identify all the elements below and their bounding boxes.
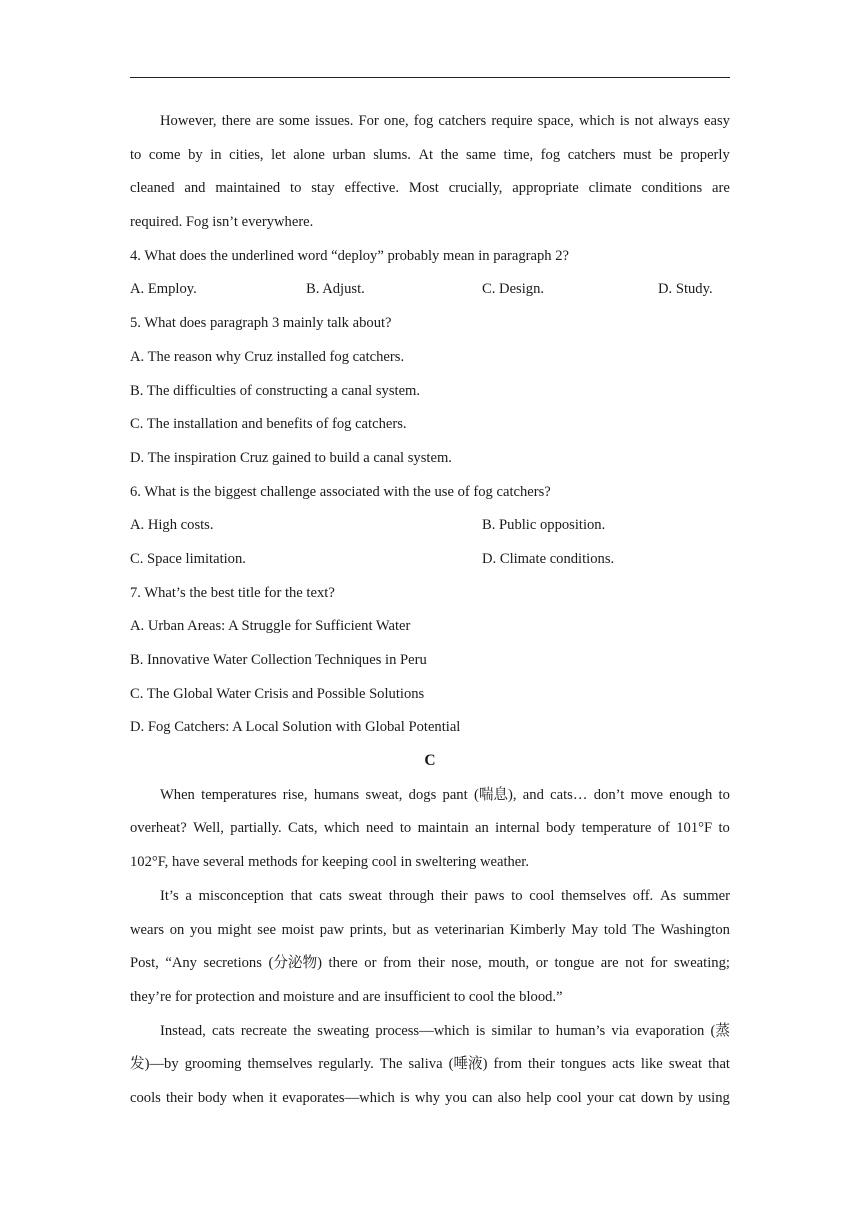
word: similar: [491, 1022, 533, 1039]
word: is: [619, 113, 630, 129]
word: sweating;: [673, 955, 730, 972]
word: require: [491, 113, 533, 129]
option-b: B. Adjust.: [306, 281, 365, 298]
word: sweat: [668, 1056, 703, 1073]
word: sweat,: [365, 786, 403, 803]
word: moist: [281, 921, 315, 938]
word: off.: [632, 887, 654, 904]
word: urban: [332, 146, 366, 163]
word: not: [625, 955, 644, 972]
word: are: [255, 113, 274, 129]
word: that: [290, 887, 313, 904]
word: there: [328, 955, 358, 972]
word: (唾液): [448, 1056, 488, 1073]
word: you: [445, 1089, 468, 1106]
word: as: [416, 921, 429, 938]
word: on: [169, 921, 185, 938]
option-row: [130, 513, 730, 547]
word: is: [475, 1022, 486, 1039]
text-line: [130, 951, 730, 985]
question-stem: 4. What does the underlined word “deploy” probably mean in paragraph 2?: [130, 247, 570, 264]
word: 发)—by: [130, 1056, 179, 1073]
text-line: [130, 1086, 730, 1120]
word: also: [497, 1089, 522, 1106]
word: in: [210, 146, 222, 163]
word: humans: [313, 786, 360, 803]
option-d: D. Fog Catchers: A Local Solution with Global Potential: [130, 719, 461, 736]
word: when: [232, 1089, 264, 1106]
text-line: [130, 918, 730, 952]
word: or: [364, 955, 377, 972]
word: grooming: [184, 1056, 242, 1073]
word: mouth,: [488, 955, 530, 972]
word: maintained: [215, 180, 281, 197]
word: catchers: [567, 146, 616, 163]
word: using: [698, 1089, 730, 1106]
question-stem: 6. What is the biggest challenge associated with the use of fog catchers?: [130, 483, 551, 500]
option-b: B. Innovative Water Collection Techniques in Peru: [130, 652, 427, 668]
word: (蒸: [710, 1022, 730, 1039]
option-c: C. The Global Water Crisis and Possible Solutions: [130, 685, 425, 702]
word: effective.: [344, 180, 399, 197]
word: stay: [311, 180, 335, 197]
option-a: A. High costs.: [130, 517, 214, 534]
word: partially.: [230, 820, 282, 837]
word: Washington: [660, 921, 730, 938]
word: to: [718, 820, 730, 837]
word: let: [271, 146, 286, 163]
text-line: [130, 1019, 730, 1053]
paragraph-fog-issues: [130, 109, 730, 244]
section-heading: C: [424, 752, 436, 770]
word: need: [365, 820, 394, 837]
word: (喘息),: [473, 786, 517, 803]
text-line: required. Fog isn’t everywhere.: [130, 214, 314, 231]
option-a: A. Urban Areas: A Struggle for Sufficient Water: [130, 618, 411, 635]
word: cleaned: [130, 180, 175, 197]
word: 101°F: [676, 820, 713, 837]
option-a: A. The reason why Cruz installed fog catchers.: [130, 348, 405, 365]
word: always: [658, 113, 699, 129]
word: climate: [588, 180, 632, 197]
word: acts: [612, 1056, 635, 1073]
word: from: [493, 1056, 522, 1073]
word: sweating: [317, 1022, 370, 1039]
word: prints,: [349, 921, 387, 938]
word: space,: [537, 113, 574, 129]
word: body: [546, 820, 576, 837]
word: for: [650, 955, 668, 972]
word: paw: [319, 921, 345, 938]
word: are: [712, 180, 730, 197]
word: why: [414, 1089, 440, 1106]
option-row: [130, 547, 730, 581]
word: saliva: [408, 1056, 443, 1073]
question-stem: 5. What does paragraph 3 mainly talk about?: [130, 315, 392, 332]
word: can: [472, 1089, 493, 1106]
word: must: [623, 146, 652, 163]
word: rise,: [282, 786, 308, 803]
word: which: [578, 113, 615, 129]
text-line: [130, 176, 730, 210]
word: The: [632, 921, 655, 938]
word: evaporation: [635, 1022, 705, 1039]
paragraph-cats-grooming: [130, 1019, 730, 1120]
word: themselves: [247, 1056, 313, 1073]
word: cools: [130, 1089, 161, 1106]
word: tongue: [554, 955, 595, 972]
word: there: [221, 113, 251, 129]
word: nose,: [451, 955, 482, 972]
word: by: [678, 1089, 694, 1106]
question-4: [130, 244, 730, 311]
word: like: [640, 1056, 663, 1073]
word: a: [185, 887, 192, 904]
word: internal: [495, 820, 540, 837]
word: to: [718, 786, 730, 803]
word: cool: [556, 1089, 582, 1106]
text-line: [130, 816, 730, 850]
word: the: [293, 1022, 312, 1039]
option-a: A. Employ.: [130, 281, 197, 298]
word: enough: [669, 786, 713, 803]
word: crucially,: [448, 180, 503, 197]
word: is: [399, 1089, 410, 1106]
text-line: 102°F, have several methods for keeping cool in sweltering weather.: [130, 854, 529, 871]
text-line: [130, 884, 730, 918]
word: pant: [442, 786, 468, 803]
text-line: [130, 1052, 730, 1086]
word: time,: [503, 146, 534, 163]
word: appropriate: [512, 180, 579, 197]
word: body: [197, 1089, 228, 1106]
question-6: [130, 480, 730, 581]
page-content: [130, 109, 730, 1120]
word: Instead,: [160, 1022, 206, 1039]
word: alone: [293, 146, 325, 163]
word: “Any: [165, 955, 197, 972]
word: maintain: [417, 820, 469, 837]
word: down: [640, 1089, 674, 1106]
word: However,: [160, 113, 217, 129]
word: conditions: [641, 180, 703, 197]
word: by: [188, 146, 203, 163]
paragraph-cats-intro: [130, 783, 730, 884]
header-rule: [130, 77, 730, 78]
word: Cats,: [287, 820, 318, 837]
word: wears: [130, 921, 165, 938]
word: evaporates—which: [282, 1089, 395, 1106]
paragraph-cats-paws: [130, 884, 730, 1019]
word: you: [189, 921, 212, 938]
word: Post,: [130, 955, 159, 972]
word: paws: [474, 887, 505, 904]
word: catchers: [438, 113, 487, 129]
text-line: [130, 143, 730, 177]
word: cats: [211, 1022, 235, 1039]
word: and: [184, 180, 206, 197]
word: are: [600, 955, 619, 972]
question-7: [130, 581, 730, 749]
word: process—which: [375, 1022, 470, 1039]
option-d: D. The inspiration Cruz gained to build a canal system.: [130, 449, 452, 466]
word: recreate: [240, 1022, 288, 1039]
word: their: [417, 955, 445, 972]
word: tongues: [560, 1056, 607, 1073]
word: but: [392, 921, 411, 938]
word: fog: [413, 113, 434, 129]
word: As: [659, 887, 677, 904]
word: At: [418, 146, 434, 163]
word: their: [165, 1089, 193, 1106]
text-line: [130, 109, 730, 143]
word: your: [586, 1089, 614, 1106]
question-stem: 7. What’s the best title for the text?: [130, 584, 335, 601]
word: properly: [680, 146, 730, 163]
option-c: C. The installation and benefits of fog catchers.: [130, 416, 407, 433]
word: regularly.: [318, 1056, 374, 1073]
word: misconception: [198, 887, 284, 904]
word: temperature: [581, 820, 652, 837]
word: their: [440, 887, 468, 904]
word: temperatures: [201, 786, 277, 803]
word: see: [257, 921, 276, 938]
word: an: [475, 820, 489, 837]
word: be: [658, 146, 673, 163]
word: from: [383, 955, 412, 972]
word: cats…: [550, 786, 588, 803]
word: to: [130, 146, 142, 163]
word: dogs: [408, 786, 437, 803]
word: the: [440, 146, 459, 163]
word: to: [399, 820, 412, 837]
word: cats: [319, 887, 342, 904]
word: secretions: [203, 955, 262, 972]
word: human’s: [555, 1022, 606, 1039]
word: to: [290, 180, 302, 197]
word: that: [708, 1056, 730, 1073]
word: same: [465, 146, 496, 163]
word: or: [535, 955, 548, 972]
word: to: [538, 1022, 550, 1039]
word: some: [278, 113, 310, 129]
word: come: [148, 146, 181, 163]
word: The: [379, 1056, 403, 1073]
word: Most: [408, 180, 439, 197]
word: through: [388, 887, 435, 904]
word: move: [630, 786, 663, 803]
word: easy: [704, 113, 730, 129]
word: told: [603, 921, 627, 938]
word: overheat?: [130, 820, 187, 837]
word: fog: [540, 146, 561, 163]
word: cat: [618, 1089, 636, 1106]
word: It’s: [160, 887, 179, 904]
word: themselves: [561, 887, 627, 904]
word: veterinarian: [434, 921, 505, 938]
word: (分泌物): [268, 955, 322, 972]
word: to: [511, 887, 523, 904]
option-b: B. Public opposition.: [482, 517, 606, 534]
word: For: [358, 113, 379, 129]
word: don’t: [593, 786, 625, 803]
word: it: [268, 1089, 278, 1106]
option-d: D. Study.: [658, 281, 713, 298]
word: May: [571, 921, 599, 938]
option-row: [130, 277, 730, 311]
word: slums.: [373, 146, 411, 163]
text-line: [130, 783, 730, 817]
word: might: [217, 921, 252, 938]
word: When: [160, 786, 195, 803]
word: Kimberly: [509, 921, 566, 938]
question-5: [130, 311, 730, 479]
word: and: [522, 786, 544, 803]
word: summer: [682, 887, 730, 904]
option-b: B. The difficulties of constructing a canal system.: [130, 382, 421, 399]
option-c: C. Design.: [482, 281, 545, 298]
word: which: [323, 820, 360, 837]
word: issues.: [314, 113, 354, 129]
word: their: [527, 1056, 555, 1073]
word: Well,: [193, 820, 224, 837]
word: cool: [529, 887, 555, 904]
word: sweat: [348, 887, 382, 904]
word: one,: [383, 113, 409, 129]
option-c: C. Space limitation.: [130, 550, 246, 567]
word: of: [657, 820, 670, 837]
text-line: they’re for protection and moisture and are insufficient to cool the blood.”: [130, 988, 563, 1005]
word: via: [611, 1022, 630, 1039]
word: help: [526, 1089, 552, 1106]
option-d: D. Climate conditions.: [482, 550, 615, 567]
word: cities,: [229, 146, 264, 163]
word: not: [634, 113, 654, 129]
